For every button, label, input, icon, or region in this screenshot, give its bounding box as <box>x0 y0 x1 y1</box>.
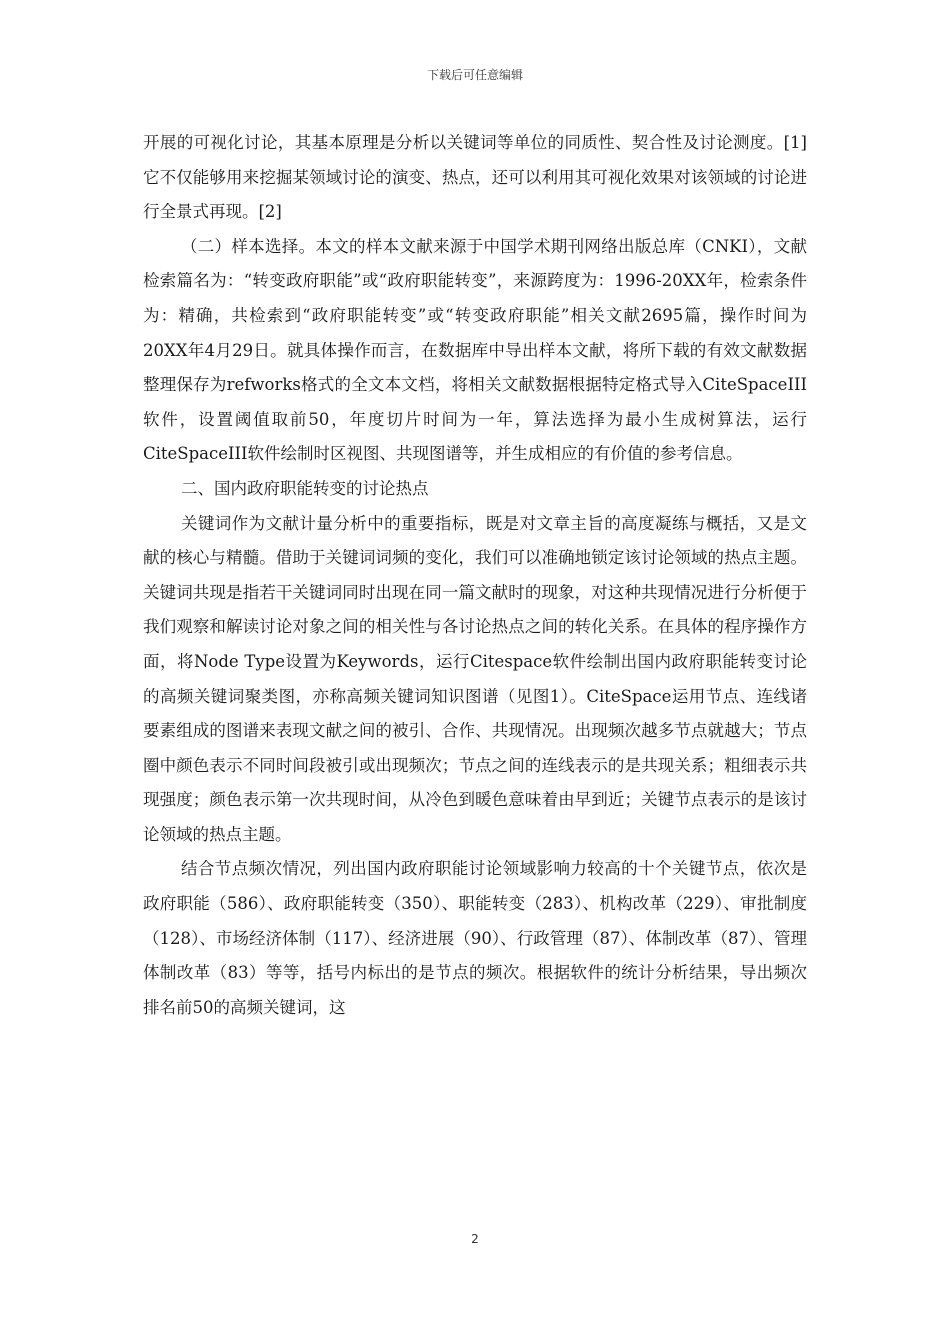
body-paragraph: 关键词作为文献计量分析中的重要指标，既是对文章主旨的高度凝练与概括，又是文献的核心与精髓。借助于关键词词频的变化，我们可以准确地锁定该讨论领域的热点主题。关键词共现是指若干关键词同时出现在同一篇文献时的现象，对这种共现情况进行分析便于我们观察和解读讨论对象之间的相关性与各讨论热点之间的转化关系。在具体的程序操作方面，将Node Type设置为Keywords，运行Citespace软件绘制出国内政府职能转变讨论的高频关键词聚类图，亦称高频关键词知识图谱（见图1）。CiteSpace运用节点、连线诸要素组成的图谱来表现文献之间的被引、合作、共现情况。出现频次越多节点就越大；节点圈中颜色表示不同时间段被引或出现频次；节点之间的连线表示的是共现关系；粗细表示共现强度；颜色表示第一次共现时间，从冷色到暖色意味着由早到近；关键节点表示的是该讨论领域的热点主题。 <box>143 513 807 844</box>
body-paragraph: （二）样本选择。本文的样本文献来源于中国学术期刊网络出版总库（CNKI），文献检索篇名为：“转变政府职能”或“政府职能转变”，来源跨度为：1996-20XX年，检索条件为：精确，共检索到“政府职能转变”或“转变政府职能”相关文献2695篇，操作时间为20XX年4月29日。就具体操作而言，在数据库中导出样本文献，将所下载的有效文献数据整理保存为refworks格式的全文本文档，将相关文献数据根据特定格式导入CiteSpaceIII软件，设置阈值取前50，年度切片时间为一年，算法选择为最小生成树算法，运行CiteSpaceIII软件绘制时区视图、共现图谱等，并生成相应的有价值的参考信息。 <box>143 236 807 464</box>
page-number: 2 <box>471 1232 479 1246</box>
body-paragraph: 结合节点频次情况，列出国内政府职能讨论领域影响力较高的十个关键节点，依次是政府职能（586）、政府职能转变（350）、职能转变（283）、机构改革（229）、审批制度（128）、市场经济体制（117）、经济进展（90）、行政管理（87）、体制改革（87）、管理体制改革（83）等等，括号内标出的是节点的频次。根据软件的统计分析结果，导出频次排名前50的高频关键词，这 <box>143 859 807 1017</box>
body-paragraph: 开展的可视化讨论，其基本原理是分析以关键词等单位的同质性、契合性及讨论测度。[1]它不仅能够用来挖掘某领域讨论的演变、热点，还可以利用其可视化效果对该领域的讨论进行全景式再现。[2] <box>143 133 807 222</box>
section-heading: 二、国内政府职能转变的讨论热点 <box>180 478 429 498</box>
document-body <box>143 126 807 1025</box>
page-header: 下载后可任意编辑 <box>426 68 523 82</box>
